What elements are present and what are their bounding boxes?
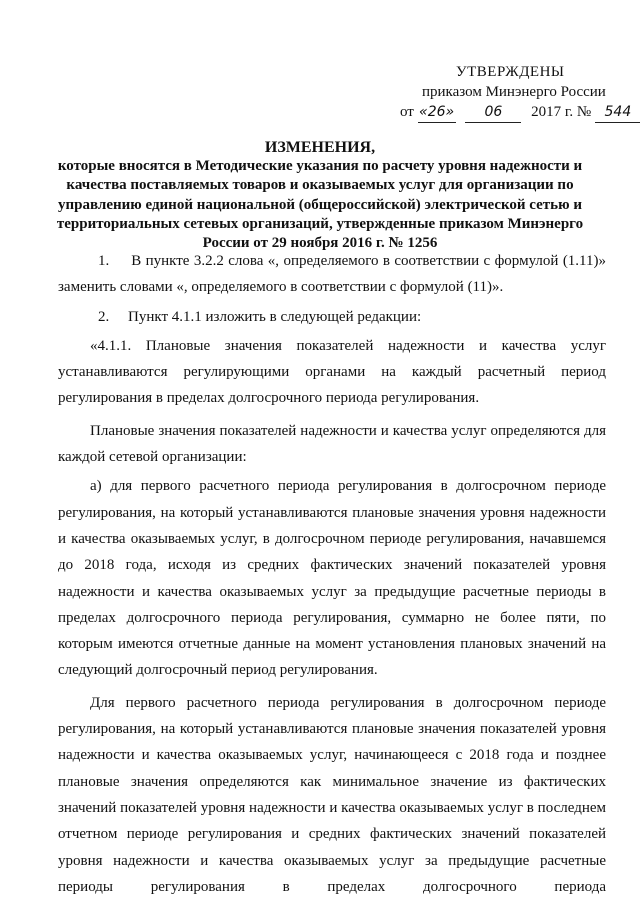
approval-year-text: 2017 г. №	[531, 104, 592, 120]
paragraph-3: «4.1.1. Плановые значения показателей надежности и качества услуг устанавливаются регулирующими органами на каждый расчетный период регулирования в пределах долгосрочного периода регулирования.	[58, 337, 606, 407]
approval-day-handwritten: «26»	[418, 102, 456, 123]
heading-title: ИЗМЕНЕНИЯ,	[264, 139, 376, 156]
approval-title: УТВЕРЖДЕНЫ	[456, 64, 565, 80]
approval-stamp	[398, 62, 632, 123]
approval-number-handwritten: 544	[595, 102, 640, 123]
paragraph-2: 2. Пункт 4.1.1 изложить в следующей редакции:	[98, 308, 422, 325]
paragraph-5: а) для первого расчетного периода регулирования в долгосрочном периоде регулирования, на который устанавливаются плановые значения уровня надежности и качества оказываемых услуг, в долгосрочном периоде регулирования, начавшемся до 2018 года, исходя из средних фактических значений показателей уровня надежности и качества оказываемых услуг за предыдущие расчетные периоды в пределах долгосрочного периода регулирования, суммарно не более пяти, по которым имеются отчетные данные на момент установления плановых значений на следующий долгосрочный период регулирования.	[58, 478, 606, 679]
approval-month-handwritten: 06	[465, 102, 521, 123]
paragraph-1: 1. В пункте 3.2.2 слова «, определяемого в соответствии с формулой (1.11)» заменить словами «, определяемого в соответствии с формулой (11)».	[58, 253, 606, 296]
document-heading	[40, 138, 600, 253]
paragraph-4: Плановые значения показателей надежности и качества услуг определяются для каждой сетевой организации:	[58, 422, 606, 466]
document-body	[58, 248, 606, 900]
paragraph-6: Для первого расчетного периода регулирования в долгосрочном периоде регулирования, на который устанавливаются плановые значения показателей уровня надежности и качества оказываемых услуг, начинающееся с 2018 года и позднее плановые значения определяются как минимальное значение из фактических значений показателей уровня надежности и качества оказываемых услуг в последнем отчетном периоде регулирования и средних фактических значений показателей уровня надежности и качества оказываемых услуг за предыдущие расчетные периоды регулирования в пределах долгосрочного периода	[58, 694, 606, 895]
approval-prefix: от	[400, 104, 414, 120]
approval-date-line	[398, 102, 632, 123]
heading-subtitle: которые вносятся в Методические указания по расчету уровня надежности и качества поставляемых товаров и оказываемых услуг для организации по управлению единой национальной (общероссийской) электрической сетью и территориальных сетевых организаций, утвержденные приказом Минэнерго России от 29 ноября 2016 г. № 1256	[56, 158, 584, 252]
approval-order-line: приказом Минэнерго России	[422, 84, 606, 100]
